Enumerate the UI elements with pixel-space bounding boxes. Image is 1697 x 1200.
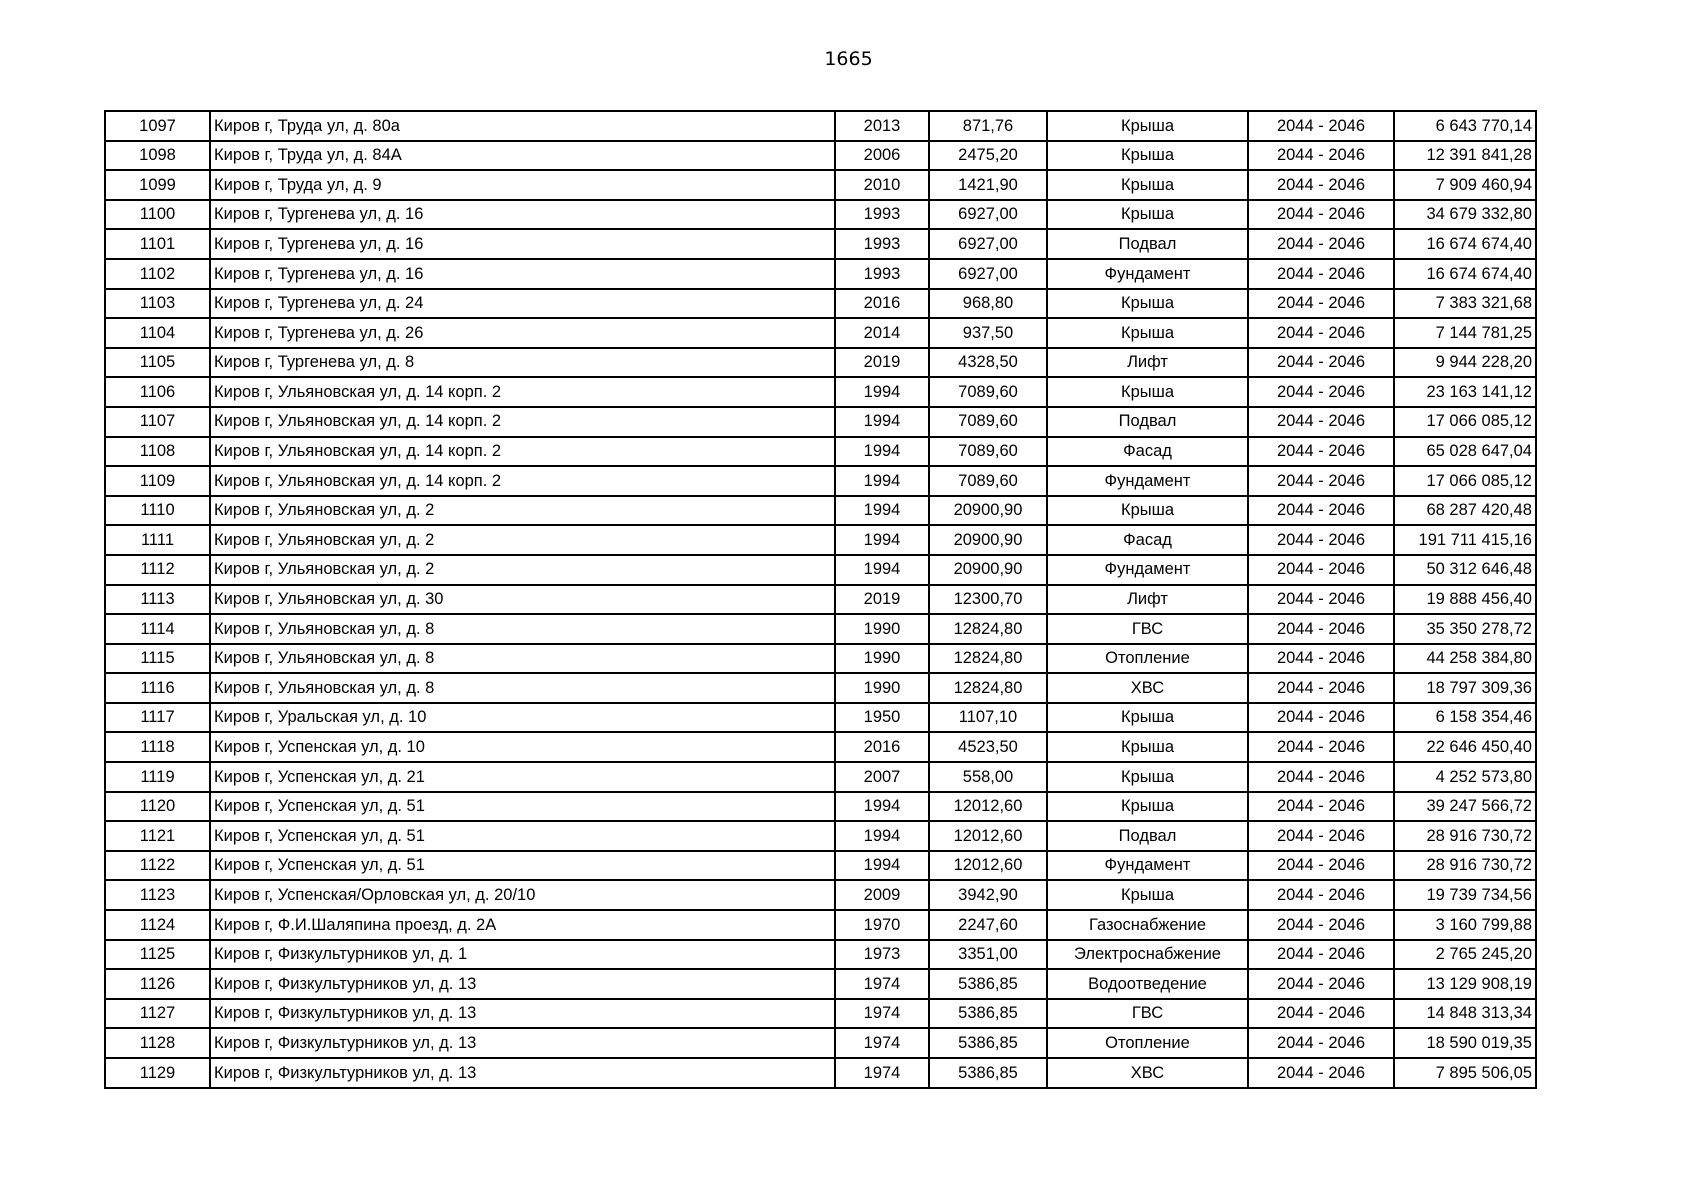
area-cell: 4523,50 [929, 732, 1047, 762]
table-row [105, 525, 1536, 555]
period-cell: 2044 - 2046 [1248, 614, 1394, 644]
row-number-cell: 1126 [105, 969, 210, 999]
area-cell: 12824,80 [929, 673, 1047, 703]
address-cell: Киров г, Тургенева ул, д. 26 [210, 318, 835, 348]
work-type-cell: ХВС [1047, 673, 1248, 703]
address-cell: Киров г, Успенская ул, д. 21 [210, 762, 835, 792]
row-number-cell: 1106 [105, 377, 210, 407]
area-cell: 2247,60 [929, 910, 1047, 940]
area-cell: 20900,90 [929, 555, 1047, 585]
work-type-cell: Крыша [1047, 289, 1248, 319]
address-cell: Киров г, Успенская ул, д. 51 [210, 821, 835, 851]
row-number-cell: 1117 [105, 703, 210, 733]
address-cell: Киров г, Труда ул, д. 84А [210, 141, 835, 171]
row-number-cell: 1128 [105, 1028, 210, 1058]
year-cell: 2014 [835, 318, 929, 348]
row-number-cell: 1124 [105, 910, 210, 940]
address-cell: Киров г, Ульяновская ул, д. 8 [210, 614, 835, 644]
period-cell: 2044 - 2046 [1248, 880, 1394, 910]
cost-cell: 28 916 730,72 [1394, 851, 1536, 881]
area-cell: 3942,90 [929, 880, 1047, 910]
area-cell: 7089,60 [929, 437, 1047, 467]
period-cell: 2044 - 2046 [1248, 318, 1394, 348]
work-type-cell: Фундамент [1047, 555, 1248, 585]
year-cell: 2006 [835, 141, 929, 171]
year-cell: 1994 [835, 555, 929, 585]
table-row [105, 644, 1536, 674]
row-number-cell: 1111 [105, 525, 210, 555]
year-cell: 1974 [835, 1058, 929, 1088]
area-cell: 12012,60 [929, 821, 1047, 851]
cost-cell: 34 679 332,80 [1394, 200, 1536, 230]
address-cell: Киров г, Физкультурников ул, д. 13 [210, 999, 835, 1029]
cost-cell: 19 888 456,40 [1394, 585, 1536, 615]
table-row [105, 200, 1536, 230]
cost-cell: 16 674 674,40 [1394, 229, 1536, 259]
cost-cell: 17 066 085,12 [1394, 407, 1536, 437]
period-cell: 2044 - 2046 [1248, 170, 1394, 200]
cost-cell: 44 258 384,80 [1394, 644, 1536, 674]
data-table [104, 110, 1537, 1089]
row-number-cell: 1113 [105, 585, 210, 615]
period-cell: 2044 - 2046 [1248, 200, 1394, 230]
row-number-cell: 1101 [105, 229, 210, 259]
row-number-cell: 1107 [105, 407, 210, 437]
cost-cell: 7 909 460,94 [1394, 170, 1536, 200]
cost-cell: 68 287 420,48 [1394, 496, 1536, 526]
address-cell: Киров г, Успенская/Орловская ул, д. 20/10 [210, 880, 835, 910]
address-cell: Киров г, Ульяновская ул, д. 30 [210, 585, 835, 615]
table-row [105, 259, 1536, 289]
period-cell: 2044 - 2046 [1248, 141, 1394, 171]
year-cell: 1993 [835, 229, 929, 259]
year-cell: 1994 [835, 437, 929, 467]
cost-cell: 4 252 573,80 [1394, 762, 1536, 792]
year-cell: 1994 [835, 466, 929, 496]
cost-cell: 39 247 566,72 [1394, 792, 1536, 822]
row-number-cell: 1099 [105, 170, 210, 200]
work-type-cell: Крыша [1047, 703, 1248, 733]
work-type-cell: Отопление [1047, 1028, 1248, 1058]
table-row [105, 762, 1536, 792]
period-cell: 2044 - 2046 [1248, 525, 1394, 555]
address-cell: Киров г, Ф.И.Шаляпина проезд, д. 2А [210, 910, 835, 940]
table-row [105, 673, 1536, 703]
area-cell: 2475,20 [929, 141, 1047, 171]
table-row [105, 407, 1536, 437]
row-number-cell: 1109 [105, 466, 210, 496]
year-cell: 1993 [835, 200, 929, 230]
row-number-cell: 1108 [105, 437, 210, 467]
row-number-cell: 1125 [105, 940, 210, 970]
period-cell: 2044 - 2046 [1248, 673, 1394, 703]
period-cell: 2044 - 2046 [1248, 585, 1394, 615]
work-type-cell: Отопление [1047, 644, 1248, 674]
table-row [105, 851, 1536, 881]
year-cell: 1990 [835, 673, 929, 703]
work-type-cell: Крыша [1047, 762, 1248, 792]
address-cell: Киров г, Ульяновская ул, д. 8 [210, 644, 835, 674]
row-number-cell: 1129 [105, 1058, 210, 1088]
table-row [105, 318, 1536, 348]
area-cell: 6927,00 [929, 229, 1047, 259]
area-cell: 20900,90 [929, 525, 1047, 555]
area-cell: 3351,00 [929, 940, 1047, 970]
table-row [105, 880, 1536, 910]
address-cell: Киров г, Ульяновская ул, д. 14 корп. 2 [210, 377, 835, 407]
table-row [105, 496, 1536, 526]
table-row [105, 1058, 1536, 1088]
year-cell: 1993 [835, 259, 929, 289]
area-cell: 1107,10 [929, 703, 1047, 733]
period-cell: 2044 - 2046 [1248, 940, 1394, 970]
period-cell: 2044 - 2046 [1248, 1058, 1394, 1088]
work-type-cell: Фундамент [1047, 259, 1248, 289]
year-cell: 2010 [835, 170, 929, 200]
period-cell: 2044 - 2046 [1248, 703, 1394, 733]
work-type-cell: Фасад [1047, 437, 1248, 467]
period-cell: 2044 - 2046 [1248, 407, 1394, 437]
work-type-cell: Крыша [1047, 170, 1248, 200]
table-row [105, 821, 1536, 851]
address-cell: Киров г, Труда ул, д. 9 [210, 170, 835, 200]
cost-cell: 3 160 799,88 [1394, 910, 1536, 940]
cost-cell: 18 590 019,35 [1394, 1028, 1536, 1058]
period-cell: 2044 - 2046 [1248, 496, 1394, 526]
period-cell: 2044 - 2046 [1248, 910, 1394, 940]
cost-cell: 22 646 450,40 [1394, 732, 1536, 762]
row-number-cell: 1123 [105, 880, 210, 910]
address-cell: Киров г, Ульяновская ул, д. 2 [210, 525, 835, 555]
cost-cell: 6 158 354,46 [1394, 703, 1536, 733]
table-body [105, 111, 1536, 1088]
table-row [105, 348, 1536, 378]
year-cell: 1994 [835, 377, 929, 407]
address-cell: Киров г, Тургенева ул, д. 16 [210, 200, 835, 230]
area-cell: 871,76 [929, 111, 1047, 141]
row-number-cell: 1116 [105, 673, 210, 703]
year-cell: 2016 [835, 732, 929, 762]
work-type-cell: Крыша [1047, 111, 1248, 141]
work-type-cell: Крыша [1047, 880, 1248, 910]
address-cell: Киров г, Ульяновская ул, д. 14 корп. 2 [210, 437, 835, 467]
cost-cell: 7 144 781,25 [1394, 318, 1536, 348]
period-cell: 2044 - 2046 [1248, 792, 1394, 822]
year-cell: 2007 [835, 762, 929, 792]
table-row [105, 377, 1536, 407]
year-cell: 1994 [835, 407, 929, 437]
work-type-cell: Крыша [1047, 377, 1248, 407]
area-cell: 968,80 [929, 289, 1047, 319]
table-row [105, 703, 1536, 733]
table-row [105, 111, 1536, 141]
period-cell: 2044 - 2046 [1248, 555, 1394, 585]
period-cell: 2044 - 2046 [1248, 969, 1394, 999]
address-cell: Киров г, Тургенева ул, д. 24 [210, 289, 835, 319]
cost-cell: 50 312 646,48 [1394, 555, 1536, 585]
address-cell: Киров г, Тургенева ул, д. 16 [210, 259, 835, 289]
area-cell: 4328,50 [929, 348, 1047, 378]
table-row [105, 289, 1536, 319]
period-cell: 2044 - 2046 [1248, 377, 1394, 407]
address-cell: Киров г, Физкультурников ул, д. 13 [210, 1058, 835, 1088]
area-cell: 5386,85 [929, 1028, 1047, 1058]
row-number-cell: 1112 [105, 555, 210, 585]
area-cell: 558,00 [929, 762, 1047, 792]
year-cell: 1974 [835, 999, 929, 1029]
year-cell: 1994 [835, 821, 929, 851]
work-type-cell: ГВС [1047, 614, 1248, 644]
area-cell: 7089,60 [929, 377, 1047, 407]
address-cell: Киров г, Уральская ул, д. 10 [210, 703, 835, 733]
cost-cell: 191 711 415,16 [1394, 525, 1536, 555]
row-number-cell: 1103 [105, 289, 210, 319]
table-row [105, 170, 1536, 200]
table-row [105, 999, 1536, 1029]
year-cell: 1994 [835, 851, 929, 881]
work-type-cell: Лифт [1047, 348, 1248, 378]
area-cell: 6927,00 [929, 200, 1047, 230]
year-cell: 1990 [835, 614, 929, 644]
row-number-cell: 1115 [105, 644, 210, 674]
year-cell: 2009 [835, 880, 929, 910]
cost-cell: 7 895 506,05 [1394, 1058, 1536, 1088]
area-cell: 20900,90 [929, 496, 1047, 526]
row-number-cell: 1121 [105, 821, 210, 851]
address-cell: Киров г, Физкультурников ул, д. 13 [210, 1028, 835, 1058]
row-number-cell: 1097 [105, 111, 210, 141]
period-cell: 2044 - 2046 [1248, 762, 1394, 792]
area-cell: 7089,60 [929, 466, 1047, 496]
row-number-cell: 1110 [105, 496, 210, 526]
work-type-cell: Крыша [1047, 496, 1248, 526]
cost-cell: 9 944 228,20 [1394, 348, 1536, 378]
area-cell: 5386,85 [929, 969, 1047, 999]
cost-cell: 65 028 647,04 [1394, 437, 1536, 467]
cost-cell: 18 797 309,36 [1394, 673, 1536, 703]
table-row [105, 1028, 1536, 1058]
area-cell: 6927,00 [929, 259, 1047, 289]
year-cell: 1994 [835, 525, 929, 555]
table-row [105, 141, 1536, 171]
address-cell: Киров г, Ульяновская ул, д. 14 корп. 2 [210, 466, 835, 496]
cost-cell: 6 643 770,14 [1394, 111, 1536, 141]
address-cell: Киров г, Ульяновская ул, д. 14 корп. 2 [210, 407, 835, 437]
address-cell: Киров г, Физкультурников ул, д. 13 [210, 969, 835, 999]
work-type-cell: Крыша [1047, 318, 1248, 348]
cost-cell: 16 674 674,40 [1394, 259, 1536, 289]
table-row [105, 555, 1536, 585]
area-cell: 5386,85 [929, 999, 1047, 1029]
address-cell: Киров г, Тургенева ул, д. 16 [210, 229, 835, 259]
address-cell: Киров г, Успенская ул, д. 51 [210, 792, 835, 822]
address-cell: Киров г, Успенская ул, д. 51 [210, 851, 835, 881]
area-cell: 12824,80 [929, 644, 1047, 674]
address-cell: Киров г, Ульяновская ул, д. 2 [210, 555, 835, 585]
row-number-cell: 1122 [105, 851, 210, 881]
year-cell: 2019 [835, 585, 929, 615]
page-number: 1665 [824, 48, 873, 70]
row-number-cell: 1102 [105, 259, 210, 289]
address-cell: Киров г, Ульяновская ул, д. 2 [210, 496, 835, 526]
period-cell: 2044 - 2046 [1248, 851, 1394, 881]
period-cell: 2044 - 2046 [1248, 644, 1394, 674]
cost-cell: 13 129 908,19 [1394, 969, 1536, 999]
row-number-cell: 1118 [105, 732, 210, 762]
year-cell: 1974 [835, 969, 929, 999]
table-row [105, 792, 1536, 822]
row-number-cell: 1119 [105, 762, 210, 792]
area-cell: 937,50 [929, 318, 1047, 348]
row-number-cell: 1100 [105, 200, 210, 230]
table-row [105, 437, 1536, 467]
year-cell: 2016 [835, 289, 929, 319]
year-cell: 2013 [835, 111, 929, 141]
period-cell: 2044 - 2046 [1248, 111, 1394, 141]
work-type-cell: Крыша [1047, 200, 1248, 230]
period-cell: 2044 - 2046 [1248, 821, 1394, 851]
address-cell: Киров г, Успенская ул, д. 10 [210, 732, 835, 762]
row-number-cell: 1098 [105, 141, 210, 171]
work-type-cell: Электроснабжение [1047, 940, 1248, 970]
table-row [105, 969, 1536, 999]
area-cell: 5386,85 [929, 1058, 1047, 1088]
period-cell: 2044 - 2046 [1248, 348, 1394, 378]
cost-cell: 28 916 730,72 [1394, 821, 1536, 851]
table-row [105, 732, 1536, 762]
work-type-cell: Подвал [1047, 407, 1248, 437]
work-type-cell: Водоотведение [1047, 969, 1248, 999]
work-type-cell: Подвал [1047, 821, 1248, 851]
work-type-cell: ГВС [1047, 999, 1248, 1029]
cost-cell: 17 066 085,12 [1394, 466, 1536, 496]
period-cell: 2044 - 2046 [1248, 259, 1394, 289]
address-cell: Киров г, Тургенева ул, д. 8 [210, 348, 835, 378]
year-cell: 1994 [835, 496, 929, 526]
period-cell: 2044 - 2046 [1248, 437, 1394, 467]
address-cell: Киров г, Физкультурников ул, д. 1 [210, 940, 835, 970]
row-number-cell: 1120 [105, 792, 210, 822]
area-cell: 12824,80 [929, 614, 1047, 644]
work-type-cell: ХВС [1047, 1058, 1248, 1088]
year-cell: 1950 [835, 703, 929, 733]
table-row [105, 466, 1536, 496]
address-cell: Киров г, Труда ул, д. 80а [210, 111, 835, 141]
cost-cell: 7 383 321,68 [1394, 289, 1536, 319]
table-row [105, 910, 1536, 940]
table-row [105, 229, 1536, 259]
area-cell: 12300,70 [929, 585, 1047, 615]
table-row [105, 614, 1536, 644]
work-type-cell: Крыша [1047, 732, 1248, 762]
work-type-cell: Фундамент [1047, 466, 1248, 496]
year-cell: 2019 [835, 348, 929, 378]
work-type-cell: Фундамент [1047, 851, 1248, 881]
year-cell: 1994 [835, 792, 929, 822]
period-cell: 2044 - 2046 [1248, 466, 1394, 496]
year-cell: 1990 [835, 644, 929, 674]
work-type-cell: Фасад [1047, 525, 1248, 555]
year-cell: 1974 [835, 1028, 929, 1058]
cost-cell: 2 765 245,20 [1394, 940, 1536, 970]
year-cell: 1970 [835, 910, 929, 940]
row-number-cell: 1105 [105, 348, 210, 378]
area-cell: 1421,90 [929, 170, 1047, 200]
row-number-cell: 1127 [105, 999, 210, 1029]
area-cell: 12012,60 [929, 851, 1047, 881]
work-type-cell: Крыша [1047, 792, 1248, 822]
work-type-cell: Крыша [1047, 141, 1248, 171]
table-row [105, 585, 1536, 615]
area-cell: 12012,60 [929, 792, 1047, 822]
work-type-cell: Газоснабжение [1047, 910, 1248, 940]
row-number-cell: 1104 [105, 318, 210, 348]
period-cell: 2044 - 2046 [1248, 1028, 1394, 1058]
area-cell: 7089,60 [929, 407, 1047, 437]
period-cell: 2044 - 2046 [1248, 289, 1394, 319]
work-type-cell: Подвал [1047, 229, 1248, 259]
cost-cell: 23 163 141,12 [1394, 377, 1536, 407]
period-cell: 2044 - 2046 [1248, 732, 1394, 762]
cost-cell: 12 391 841,28 [1394, 141, 1536, 171]
work-type-cell: Лифт [1047, 585, 1248, 615]
period-cell: 2044 - 2046 [1248, 999, 1394, 1029]
period-cell: 2044 - 2046 [1248, 229, 1394, 259]
year-cell: 1973 [835, 940, 929, 970]
row-number-cell: 1114 [105, 614, 210, 644]
address-cell: Киров г, Ульяновская ул, д. 8 [210, 673, 835, 703]
cost-cell: 35 350 278,72 [1394, 614, 1536, 644]
cost-cell: 14 848 313,34 [1394, 999, 1536, 1029]
cost-cell: 19 739 734,56 [1394, 880, 1536, 910]
table-row [105, 940, 1536, 970]
